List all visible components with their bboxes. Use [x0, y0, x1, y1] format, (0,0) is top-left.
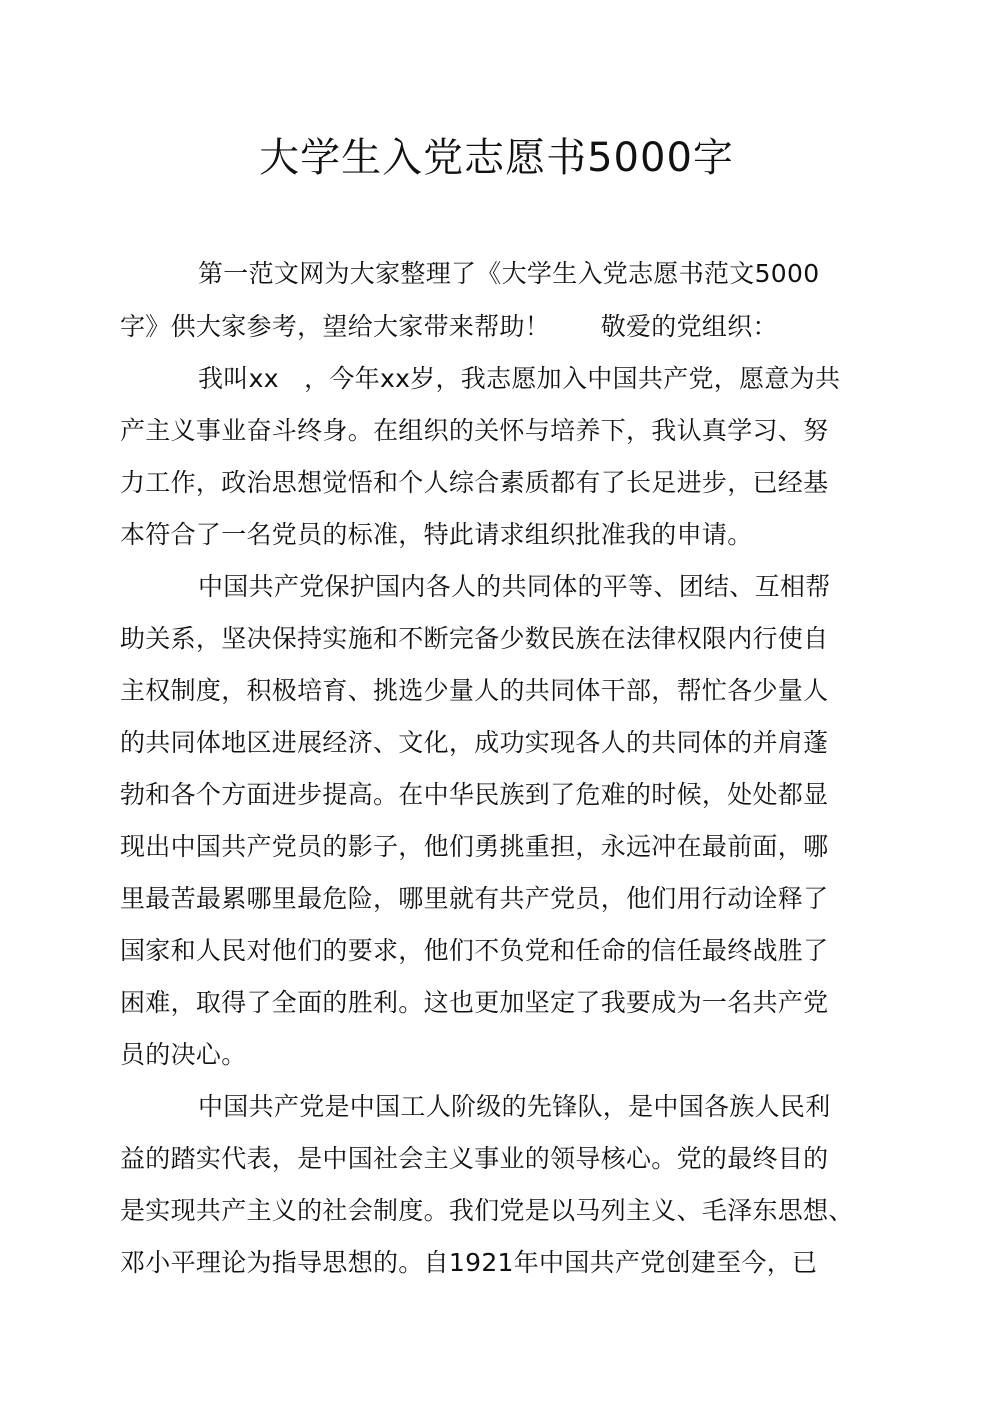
body-line: 益的踏实代表，是中国社会主义事业的领导核心。党的最终目的 — [120, 1144, 829, 1173]
body-line: 本符合了一名党员的标准，特此请求组织批准我的申请。 — [120, 520, 753, 549]
body-line: 产主义事业奋斗终身。在组织的关怀与培养下，我认真学习、努 — [120, 416, 829, 445]
body-line: 国家和人民对他们的要求，他们不负党和任命的信任最终战胜了 — [120, 936, 829, 965]
body-line: 主权制度，积极培育、挑选少量人的共同体干部，帮忙各少量人 — [120, 676, 829, 705]
body-line: 邓小平理论为指导思想的。自1921年中国共产党创建至今，已 — [120, 1248, 818, 1277]
body-line: 是实现共产主义的社会制度。我们党是以马列主义、毛泽东思想、 — [120, 1196, 854, 1225]
body-line: 第一范文网为大家整理了《大学生入党志愿书范文5000 — [198, 259, 820, 288]
body-line: 的共同体地区进展经济、文化，成功实现各人的共同体的并肩蓬 — [120, 728, 829, 757]
body-line: 现出中国共产党员的影子，他们勇挑重担，永远冲在最前面，哪 — [120, 832, 829, 861]
body-line: 员的决心。 — [120, 1040, 247, 1069]
body-line: 中国共产党保护国内各人的共同体的平等、团结、互相帮 — [198, 572, 831, 601]
body-line: 困难，取得了全面的胜利。这也更加坚定了我要成为一名共产党 — [120, 988, 829, 1017]
body-line: 里最苦最累哪里最危险，哪里就有共产党员，他们用行动诠释了 — [120, 884, 829, 913]
body-line: 力工作，政治思想觉悟和个人综合素质都有了长足进步，已经基 — [120, 468, 829, 497]
body-line: 我叫xx ，今年xx岁，我志愿加入中国共产党，愿意为共 — [198, 364, 841, 393]
body-line: 字》供大家参考，望给大家带来帮助！ 敬爱的党组织： — [120, 312, 778, 341]
body-line: 勃和各个方面进步提高。在中华民族到了危难的时候，处处都显 — [120, 780, 829, 809]
body-line: 助关系，坚决保持实施和不断完备少数民族在法律权限内行使自 — [120, 624, 829, 653]
body-line: 中国共产党是中国工人阶级的先锋队，是中国各族人民利 — [198, 1092, 831, 1121]
document-title: 大学生入党志愿书5000字 — [259, 135, 734, 181]
